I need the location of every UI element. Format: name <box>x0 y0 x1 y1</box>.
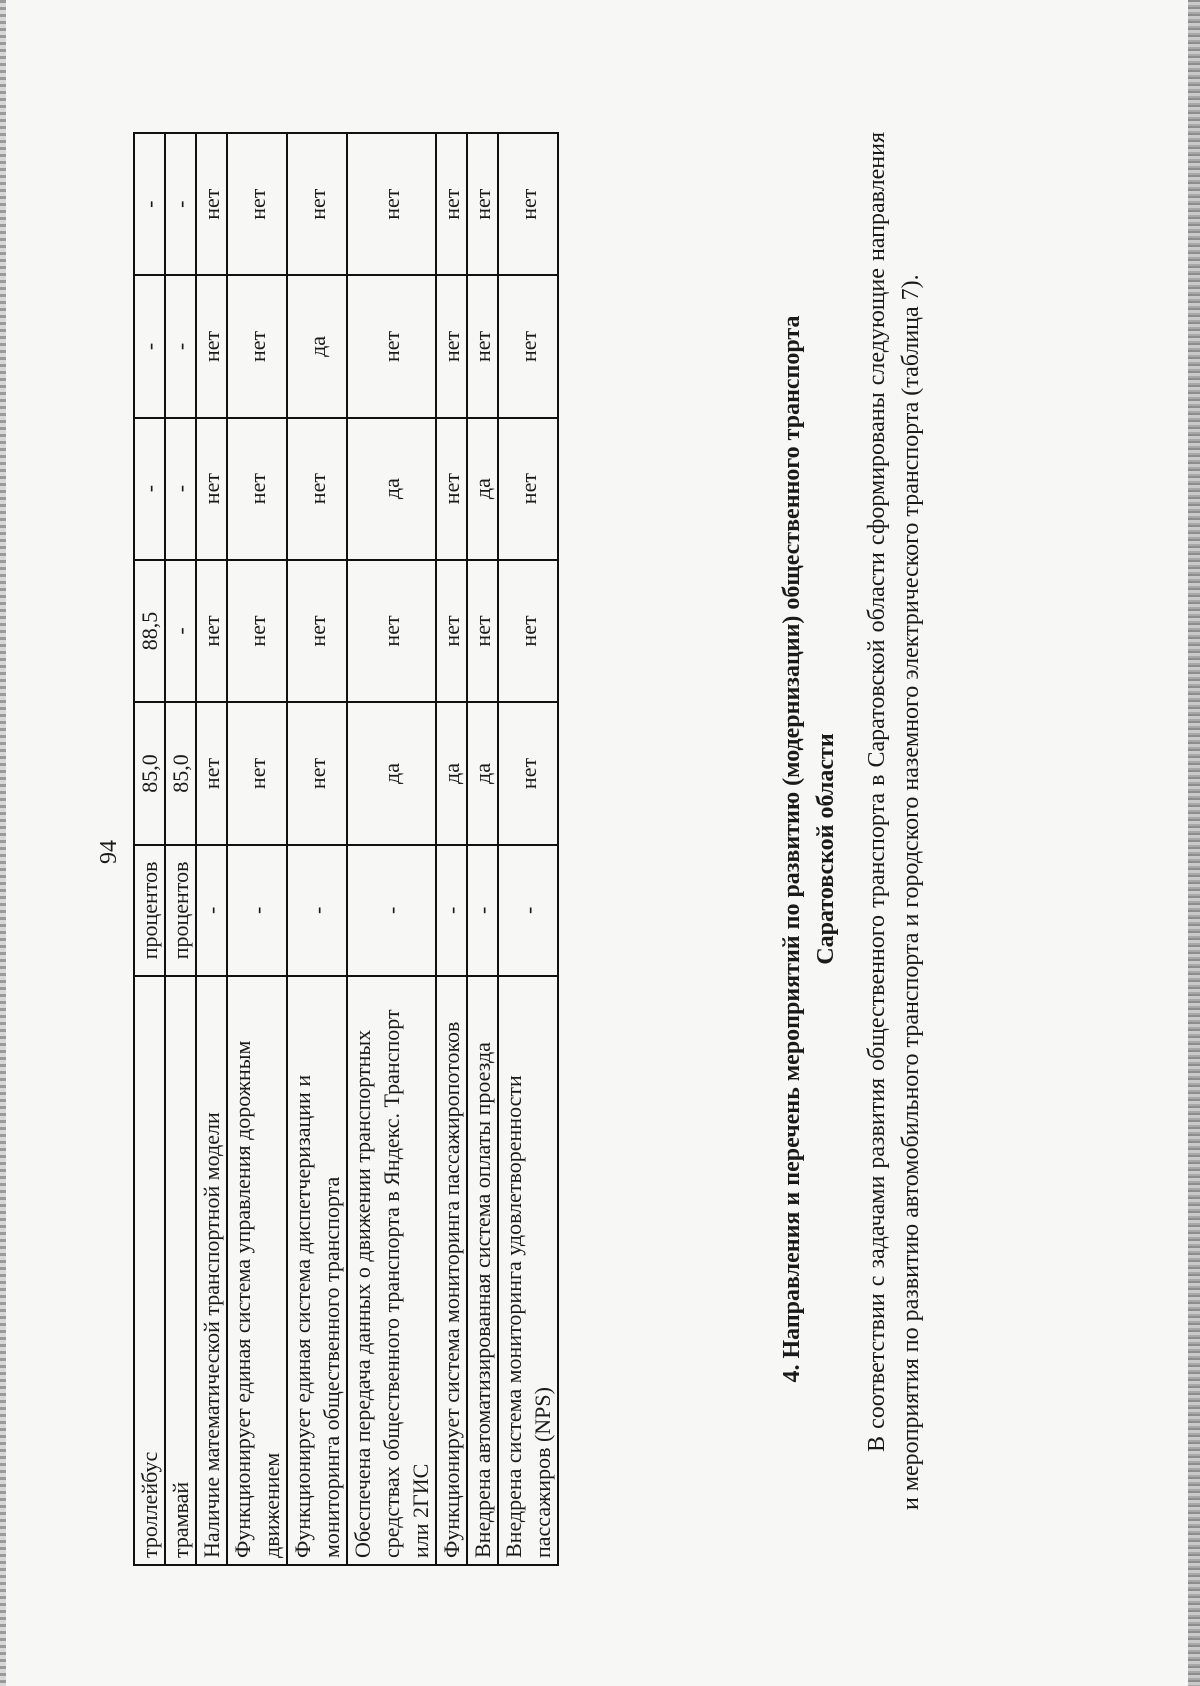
indicator-value: нет <box>467 560 498 703</box>
indicator-value: нет <box>498 133 558 275</box>
indicator-unit: процентов <box>165 845 196 976</box>
indicator-value: нет <box>347 275 436 417</box>
indicator-name: Обеспечена передача данных о движении транспортных средствах общественного транспорта в Яндекс. Транспорт или 2ГИС <box>347 976 436 1565</box>
indicator-unit: - <box>498 845 558 976</box>
table-row <box>287 133 347 1565</box>
section-heading-line-1: 4. Направления и перечень мероприятий по развитию (модернизации) общественного транспорта <box>779 315 805 1383</box>
indicator-value: нет <box>436 275 467 417</box>
table-row <box>436 133 467 1565</box>
indicator-value: да <box>347 702 436 845</box>
indicator-name: трамвай <box>165 976 196 1565</box>
indicator-unit: - <box>287 845 347 976</box>
indicator-name: Функционирует система мониторинга пассажиропотоков <box>436 976 467 1565</box>
table-row <box>134 133 165 1565</box>
indicator-value: нет <box>347 133 436 275</box>
indicator-value: нет <box>196 133 227 275</box>
indicator-value: нет <box>498 560 558 703</box>
indicator-name: Функционирует единая система управления дорожным движением <box>227 976 287 1565</box>
indicator-name: троллейбус <box>134 976 165 1565</box>
indicator-value: нет <box>498 275 558 417</box>
indicator-value: нет <box>196 702 227 845</box>
indicator-unit: - <box>347 845 436 976</box>
indicator-value: - <box>134 275 165 417</box>
indicator-value: нет <box>436 418 467 560</box>
table-row <box>165 133 196 1565</box>
section-heading-line-2: Саратовской области <box>813 733 839 965</box>
indicator-name: Наличие математической транспортной модели <box>196 976 227 1565</box>
indicator-value: - <box>165 418 196 560</box>
indicator-value: да <box>467 702 498 845</box>
section-heading <box>775 132 843 1566</box>
body-paragraph: В соответствии с задачами развития общественного транспорта в Саратовской области сформированы следующие направления и мероприятия по развитию автомобильного транспорта и городского наземного электрического транспорта (таблица 7). <box>864 132 924 1510</box>
indicator-value: 85,0 <box>165 702 196 845</box>
indicator-name: Внедрена автоматизированная система оплаты проезда <box>467 976 498 1565</box>
indicator-value: нет <box>467 133 498 275</box>
table-row <box>467 133 498 1565</box>
indicator-value: да <box>467 418 498 560</box>
indicator-unit: - <box>467 845 498 976</box>
indicator-value: нет <box>498 418 558 560</box>
indicator-value: нет <box>436 560 467 703</box>
indicator-value: нет <box>196 560 227 703</box>
indicator-value: нет <box>436 133 467 275</box>
indicator-unit: процентов <box>134 845 165 976</box>
indicator-value: да <box>287 275 347 417</box>
table-row <box>347 133 436 1565</box>
indicator-value: нет <box>347 560 436 703</box>
page-number: 94 <box>96 840 122 864</box>
indicator-value: - <box>134 133 165 275</box>
indicator-name: Функционирует единая система диспетчеризации и мониторинга общественного транспорта <box>287 976 347 1565</box>
indicator-value: нет <box>227 560 287 703</box>
indicator-value: нет <box>467 275 498 417</box>
indicator-value: нет <box>196 418 227 560</box>
indicator-value: - <box>165 133 196 275</box>
indicator-name: Внедрена система мониторинга удовлетворенности пассажиров (NPS) <box>498 976 558 1565</box>
indicator-value: нет <box>227 418 287 560</box>
indicator-value: - <box>134 418 165 560</box>
table-row <box>227 133 287 1565</box>
indicator-value: нет <box>227 702 287 845</box>
indicators-table <box>133 132 559 1566</box>
indicator-value: 88,5 <box>134 560 165 703</box>
indicator-value: нет <box>287 560 347 703</box>
indicator-unit: - <box>196 845 227 976</box>
indicator-unit: - <box>227 845 287 976</box>
indicator-value: нет <box>498 702 558 845</box>
indicator-value: да <box>436 702 467 845</box>
table-row <box>196 133 227 1565</box>
indicator-value: нет <box>287 702 347 845</box>
indicator-value: нет <box>287 418 347 560</box>
indicator-value: - <box>165 560 196 703</box>
indicator-value: нет <box>287 133 347 275</box>
table-row <box>498 133 558 1565</box>
indicator-value: 85,0 <box>134 702 165 845</box>
indicator-value: да <box>347 418 436 560</box>
indicator-unit: - <box>436 845 467 976</box>
indicator-value: - <box>165 275 196 417</box>
indicator-value: нет <box>227 133 287 275</box>
indicator-value: нет <box>196 275 227 417</box>
indicator-value: нет <box>227 275 287 417</box>
